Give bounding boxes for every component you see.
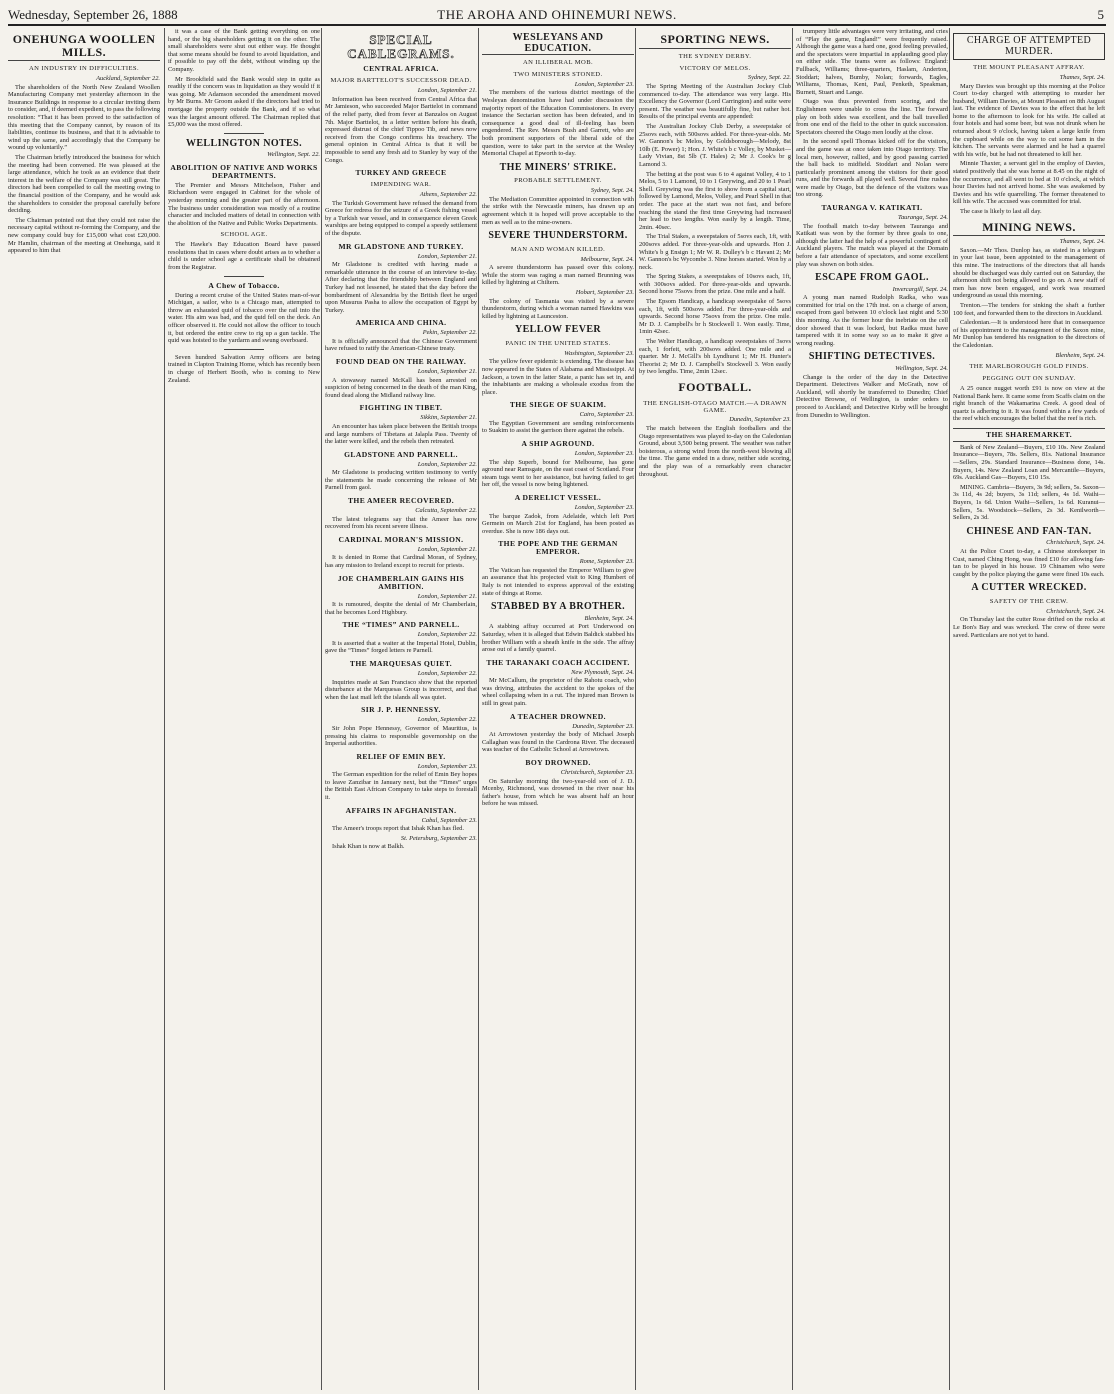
section-heading: FIGHTING IN TIBET. bbox=[359, 403, 443, 413]
headline: WELLINGTON NOTES. bbox=[185, 137, 303, 149]
headline: A Chew of Tobacco. bbox=[208, 280, 280, 290]
headline: FOOTBALL. bbox=[678, 380, 752, 394]
article-paragraph: On Thursday last the cutter Rose drifted on the rocks at Le Bon's Bay and was wrecked. The crew of three were saved. Particulars are not yet to hand. bbox=[953, 616, 1105, 639]
section-heading: GLADSTONE AND PARNELL. bbox=[344, 449, 458, 459]
article-paragraph: The football match to-day between Tauranga and Katikati was won by the former by three goals to one, although the latter had the help of a powerful contingent of Auckland players. The match was played at the Domain before a fair attendance of spectators, and some excellent play was shown on both sides. bbox=[796, 222, 948, 268]
dateline: Washington, September 23. bbox=[564, 349, 634, 357]
article-paragraph: The Welter Handicap, a handicap sweepstakes of 3sovs each, 1 forfeit, with 200sovs added. One mile and a quarter. Mr J. McGill's bh Lyndhurst 1; Mr H. Hunter's Theorist 2; Mr D. J. Campbell's Stockwell 3. Won easily by two lengths. Time, 2min 12sec. bbox=[639, 338, 791, 376]
article-paragraph: The yellow fever epidemic is extending. The disease has now appeared in the States of Alabama and Mississippi. At Jackson, a town in the latter State, a panic has set in, and the inhabitants are making a wholesale exodus from the place. bbox=[482, 358, 634, 396]
article-paragraph: An encounter has taken place between the British troops and large numbers of Tibetans at Jalapla Pass. Twenty of the latter were killed, and the rebels then retreated. bbox=[325, 422, 477, 446]
headline: THE MINERS' STRIKE. bbox=[499, 161, 617, 173]
subheadline: SAFETY OF THE CREW. bbox=[989, 597, 1069, 605]
section-heading: A TEACHER DROWNED. bbox=[510, 711, 606, 721]
headline: ONEHUNGA WOOLLEN MILLS. bbox=[8, 33, 160, 61]
subheadline: THE MOUNT PLEASANT AFFRAY. bbox=[973, 64, 1085, 71]
dateline: Auckland, September 22. bbox=[96, 75, 160, 83]
dateline: Christchurch, Sept. 24. bbox=[1046, 539, 1105, 547]
section-heading: MR GLADSTONE AND TURKEY. bbox=[338, 241, 464, 251]
masthead-date: Wednesday, September 26, 1888 bbox=[8, 7, 178, 22]
article-paragraph: Information has been received from Central Africa that Mr Jamieson, who succeeded Major Barttelot in command of the relief party, died from fever at Banzalos on August 7th. Major Barttelot, in a letter written before his death, expressed distrust of the chief Tippoo Tib, and news now received from the Congo confirms his treachery. The general opinion in Central Africa is that it will be impossible to send any fresh aid to Stanley by way of the Congo. bbox=[325, 95, 477, 164]
article-paragraph: The betting at the post was 6 to 4 against Volley, 4 to 1 Melos, 5 to 1 Lamond, 10 to 1 Greywing, and 20 to 1 Pearl Shell. Greywing was the first to show from a capital start, followed by Lamond, Melos, Volley, and Pearl Shell in that order. The pace at the start was not fast, and before reaching the stand the first time Greywing had increased her lead to two lengths. Won easily by a length. Time, 2min. 40sec. bbox=[639, 170, 791, 231]
dateline: Rome, September 23. bbox=[579, 558, 634, 566]
section-heading: THE SHAREMARKET. bbox=[953, 428, 1105, 442]
subheadline: AN ILLIBERAL MOB. bbox=[522, 59, 594, 66]
dateline: Tauranga, Sept. 24. bbox=[897, 214, 948, 222]
subheadline: AN INDUSTRY IN DIFFICULTIES. bbox=[29, 65, 139, 73]
dateline: Hobart, September 23. bbox=[575, 288, 634, 296]
article-paragraph: The Ameer's troops report that Ishak Khan has fled. bbox=[332, 825, 464, 833]
subheadline: SCHOOL AGE. bbox=[220, 231, 268, 239]
article-paragraph: The Egyptian Government are sending reinforcements to Suakim to assist the garrison there against the rebels. bbox=[482, 419, 634, 435]
headline: SHIFTING DETECTIVES. bbox=[808, 351, 936, 363]
article-paragraph: The Vatican has requested the Emperor William to give an assurance that his projected visit to King Humbert of Italy is not intended to express approval of the existing state of things at Rome. bbox=[482, 566, 634, 597]
dateline: St. Petersburg, September 23. bbox=[400, 834, 477, 842]
subheadline: TWO MINISTERS STONED. bbox=[513, 70, 603, 78]
page-number: 5 bbox=[1097, 7, 1104, 22]
article-paragraph: The Turkish Government have refused the demand from Greece for redress for the seizure of a Greek fishing vessel by a Turkish war vessel, and in consequence eleven Greek warships are being equipped to compel a speedy settlement of the dispute. bbox=[325, 199, 477, 237]
article-paragraph: Inquiries made at San Francisco show that the reported disturbance at the Marquesas Group is incorrect, and that when the last mail left the islands all was quiet. bbox=[325, 678, 477, 701]
dateline: Wellington, Sept. 22. bbox=[267, 151, 320, 159]
article-paragraph: Saxon.—Mr Thos. Dunlop has, as stated in a telegram in your last issue, been appointed to the management of this mine. The instructions of the directors that all hands should be discharged was duly carried out on Saturday, the afternoon shift not being allowed to go on. A new staff of men has now been engaged, and work was resumed underground as usual this morning. bbox=[953, 246, 1105, 300]
article-paragraph: trumpery little advantages were very irritating, and cries of “Play the game, England!” were frequently raised. Although the game was a hard one, good feeling prevailed, and the spectators were impartial in applauding good play on either side. The teams were as follows: England: Fullback, Williams; three-quarters, Haslam, Anderton, Stoddart; halves, Bumby, Nolan; forwards, Eagles, Williams, Thomas, Kent, Paul, Penketh, Speakman, Burnett, Stuart and Lange. bbox=[796, 28, 948, 96]
dateline: New Plymouth, Sept. 24. bbox=[571, 668, 634, 676]
divider bbox=[224, 133, 264, 134]
dateline: London, September 21. bbox=[417, 545, 477, 553]
headline: ESCAPE FROM GAOL. bbox=[815, 272, 929, 284]
headline: STABBED BY A BROTHER. bbox=[491, 601, 625, 613]
article-paragraph: Seven hundred Salvation Army officers are being trained in Clapton Training Home, which has recently been in charge of Herbert Booth, who is coming to New Zealand. bbox=[168, 353, 320, 384]
dateline: Blenheim, Sept. 24. bbox=[584, 614, 634, 622]
subheadline: ABOLITION OF NATIVE AND WORKS DEPARTMENTS. bbox=[170, 162, 318, 180]
dateline: London, September 22. bbox=[417, 460, 477, 468]
article-paragraph: The Hawke's Bay Education Board have passed resolutions that in cases where doubt arises as to whether a child is under school age a certificate shall be obtained from the Registrar. bbox=[168, 241, 320, 272]
article-paragraph: The Australian Jockey Club Derby, a sweepstake of 25sovs each, with 500sovs added. For three-year-olds. Mr W. Gannon's bc Melos, by Goldsborough—Melody, 8st 10lb (E. Power) 1; Hon. J. White's b c Volley, by Musket—Lady Vivian, 8st 5lb (T. Hales) 2; Mr J. Cook's br g Lamond 3. bbox=[639, 123, 791, 168]
section-heading: THE TARANAKI COACH ACCIDENT. bbox=[486, 657, 630, 667]
article-paragraph: The Epsom Handicap, a handicap sweepstake of 5sovs each, 1ft, with 500sovs added. For three-year-olds and upwards. Second horse 75sovs from the prize. One mile. Mr D. J. Campbell's br h Stockwell 1. Won easily. Time, 1min 42sec. bbox=[639, 298, 791, 336]
column-rule bbox=[321, 28, 322, 1390]
dateline: London, September 23. bbox=[574, 80, 634, 88]
dateline: London, September 22. bbox=[417, 631, 477, 639]
headline: SPECIAL CABLEGRAMS. bbox=[347, 32, 455, 61]
dateline: Thames, Sept. 24. bbox=[1059, 73, 1105, 81]
headline: YELLOW FEVER bbox=[514, 324, 602, 336]
article-paragraph: Change is the order of the day in the Detective Department. Detectives Walker and McGrath, now of Auckland, will shortly be transferred to Dunedin; Chief Detective Browne, of Wellington, is under orders to proceed to Auckland; and Detective Kirby will be brought from Dunedin to Wellington. bbox=[796, 373, 948, 419]
dateline: London, September 23. bbox=[574, 503, 634, 511]
subheadline: THE SYDNEY DERBY. bbox=[678, 52, 752, 60]
section-heading: TAURANGA V. KATIKATI. bbox=[821, 203, 923, 213]
dateline: Christchurch, Sept. 24. bbox=[1046, 607, 1105, 615]
share-list: MINING. Cambria—Buyers, 3s 9d; sellers, 5s. Saxon—3s 11d, 4s 2d; buyers, 3s 11d; sellers, 4s 1d. Waihi—Buyers, 1s 6d. Union Waihi—Sellers, 1s 6d. Kuranui—Sellers, 5s. Woodstock—Sellers, 2s 3d. Kenilworth—Sellers, 2s 3d. bbox=[953, 483, 1105, 522]
headline: CHINESE AND FAN-TAN. bbox=[966, 525, 1092, 537]
section-heading: FOUND DEAD ON THE RAILWAY. bbox=[335, 357, 467, 367]
subheadline: MAJOR BARTTELOT'S SUCCESSOR DEAD. bbox=[330, 77, 472, 85]
section-heading: CENTRAL AFRICA. bbox=[363, 64, 439, 74]
column-6 bbox=[796, 28, 948, 1390]
dateline: Athens, September 22. bbox=[419, 191, 477, 198]
subheadline: MAN AND WOMAN KILLED. bbox=[510, 245, 606, 253]
masthead bbox=[8, 6, 1106, 26]
dateline: Pekin, September 22. bbox=[422, 329, 477, 337]
dateline: Calcutta, September 22. bbox=[415, 507, 477, 515]
article-paragraph: The members of the various district meetings of the Wesleyan denomination have had under discussion the majority report of the Education Commissioners. In every instance the Sectarian section has been defeated, and in consequence a good deal of ill-feeling has been engendered. The Rev. Messrs Bush and Garrett, who are both prominent supporters of the liberal side of the question, were to take part in the service at the Wesley Memorial Chapel at Epworth to-day. bbox=[482, 89, 634, 158]
section-heading: AMERICA AND CHINA. bbox=[355, 318, 447, 328]
dateline: Sikkim, September 21. bbox=[420, 414, 477, 422]
divider bbox=[224, 349, 264, 350]
headline: CHARGE OF ATTEMPTED MURDER. bbox=[953, 33, 1105, 60]
article-paragraph: Mr Gladstone is producing written testimony to verify the statements he made concerning the release of Mr Parnell from gaol. bbox=[325, 469, 477, 492]
dateline: London, September 23. bbox=[417, 762, 477, 770]
article-paragraph: The Mediation Committee appointed in connection with the strike with the Newcastle miners, has drawn up an agreement which it is hoped will prove acceptable to the men as well as to the mine-owners. bbox=[482, 195, 634, 226]
dateline: Christchurch, September 23. bbox=[560, 768, 634, 776]
dateline: Invercargill, Sept. 24. bbox=[892, 285, 948, 293]
dateline: London, September 22. bbox=[417, 670, 477, 677]
article-paragraph: The colony of Tasmania was visited by a severe thunderstorm, during which a woman named Hawkins was killed by lightning at Launceston. bbox=[482, 297, 634, 320]
article-paragraph: It is rumoured, despite the denial of Mr Chamberlain, that he becomes Lord Highbury. bbox=[325, 601, 477, 616]
subheadline: THE MARLBOROUGH GOLD FINDS. bbox=[969, 363, 1089, 371]
article-paragraph: Mr McCallum, the proprietor of the Rahotu coach, who was driving, attributes the accident to the spokes of the wheel collapsing when in a rut. The injured man Brown is still in great pain. bbox=[482, 677, 634, 708]
dateline: Thames, Sept. 24. bbox=[1059, 238, 1105, 246]
article-paragraph: Mr Brookfield said the Bank would step in quite as readily if the concern was in liquidation as they would if it was going. Mr Adamson seconded the amendment moved by Mr Burns. Mr Groom asked if the directors had tried to mortgage the property outside the Bank, and if so what was the largest amount offered. The Chairman replied that £5,000 was the most offered. bbox=[168, 75, 320, 129]
dateline: Blenheim, Sept. 24. bbox=[1055, 351, 1105, 359]
article-paragraph: Trenton.—The tenders for sinking the shaft a further 100 feet, and forwarded them to the directors in Auckland. bbox=[953, 301, 1105, 317]
column-rule bbox=[478, 28, 479, 1390]
share-list: Bank of New Zealand—Buyers, £10 10s. New Zealand Insurance—Buyers, 78s. Sellers, 81s. National Insurance—Sellers, 29s. Standard Insurance—Business done, 14s. Buyers, 14s. New Zealand Loan and Mercantile—Buyers, 69s. Auckland Gas—Buyers, £10 15s. bbox=[953, 443, 1105, 482]
headline: WESLEYANS AND EDUCATION. bbox=[482, 33, 634, 55]
subheadline: PEGGING OUT ON SUNDAY. bbox=[982, 375, 1076, 383]
section-heading: AFFAIRS IN AFGHANISTAN. bbox=[345, 805, 457, 815]
column-7 bbox=[953, 28, 1105, 1390]
column-5 bbox=[639, 28, 791, 1390]
section-heading: THE “TIMES” AND PARNELL. bbox=[342, 620, 460, 630]
article-paragraph: In the second spell Thomas kicked off for the visitors, and the game was at once taken into Otago territory. The local men, however, rallied, and by good passing carried the ball back to midfield. Stoddart and Nolan were particularly prominent among the visitors for their good runs, and the forwards all played well. Several fine rushes were made by Otago, but the defence of the visitors was too strong. bbox=[796, 138, 948, 199]
article-paragraph: A young man named Rudolph Radka, who was committed for trial on the 17th inst. on a charge of arson, escaped from gaol between 10 o'clock last night and 5:30 this morning. As the former hour the inebriate on the cell door showed that it was locked, but Radka must have tampered with it in some way so as to make it give a wrong reading. bbox=[796, 294, 948, 347]
article-paragraph: Sir John Pope Hennessy, Governor of Mauritius, is pressing his claims to responsible governorship on the Imperial authorities. bbox=[325, 724, 477, 748]
article-paragraph: Mary Davies was brought up this morning at the Police Court to-day charged with attempting to murder her husband, William Davies, at Mount Pleasant on 8th August last. The evidence of Davies was to the effect that he left home to the afternoon to look for his wife. He called at four hotels and had some beer, but was not drunk when he returned about 9 o'clock, having taken a large knife from the cupboard while on the way to cut some ham in the kitchen. The servants were alarmed and he had a quarrel with his wife, but he had not threatened to kill her. bbox=[953, 82, 1105, 158]
dateline: London, September 21. bbox=[417, 592, 477, 600]
article-paragraph: The shareholders of the North New Zealand Woollen Manufacturing Company met yesterday afternoon in the Insurance Buildings in response to a circular inviting them to consider, and, if deemed expedient, to pass the following resolution: “That it has been proved to the satisfaction of this meeting that the Company cannot, by reason of its liabilities, continue its business, and that it is advisable to wind up the same, and accordingly that the Company be wound up voluntarily.” bbox=[8, 83, 160, 152]
dateline: Cairo, September 23. bbox=[579, 411, 634, 419]
column-rule bbox=[792, 28, 793, 1390]
article-paragraph: Mr Gladstone is credited with having made a remarkable utterance in the course of an interview to-day. After declaring that the friendship between England and Turkey had not lessened, he stated that the day before the bombardment of Alexandria by the British fleet he urged upon Musurus Pasha to allow the occupation of Egypt by Turkey. bbox=[325, 261, 477, 314]
column-rule bbox=[949, 28, 950, 1390]
section-heading: SIR J. P. HENNESSY. bbox=[361, 705, 441, 715]
section-heading: A DERELICT VESSEL. bbox=[514, 493, 602, 503]
subheadline: VICTORY OF MELOS. bbox=[679, 64, 751, 72]
article-paragraph: The Spring Stakes, a sweepstakes of 10sovs each, 1ft, with 300sovs added. For three-year-olds and upwards. Second horse 75sovs from the prize. One mile and a half. bbox=[639, 273, 791, 296]
article-paragraph: It is asserted that a waiter at the Imperial Hotel, Dublin, gave the “Times” forged letters re Parnell. bbox=[325, 639, 477, 655]
article-paragraph: A 25 ounce nugget worth £91 is now on view at the National Bank here. It came some from Scaffs claim on the right branch of the Wakamarina Creek. A good deal of quartz is adhering to it. It was found within a few yards of the reef which encourages the belief that the reef is rich. bbox=[953, 384, 1105, 423]
headline: SEVERE THUNDERSTORM. bbox=[488, 230, 628, 242]
section-heading: CARDINAL MORAN'S MISSION. bbox=[338, 534, 464, 544]
article-paragraph: It is officially announced that the Chinese Government have refused to ratify the American-Chinese treaty. bbox=[325, 337, 477, 353]
section-heading: THE SIEGE OF SUAKIM. bbox=[509, 400, 607, 410]
subheadline: THE ENGLISH-OTAGO MATCH.—A DRAWN GAME. bbox=[643, 399, 787, 414]
article-paragraph: The Chairman pointed out that they could not raise the necessary capital without re-forming the Company, and the new company could buy for £15,000 what cost £20,000. Mr Hamlin, chairman of the meeting at Onehunga, said it appeared to him that bbox=[8, 216, 160, 255]
article-paragraph: The Premier and Messrs Mitchelson, Fisher and Richardson were engaged in Cabinet for the whole of yesterday morning and the greater part of the afternoon. The business under consideration was mostly of a routine character and included matters of detail in connection with the abolition of the Native and Public Works Departments. bbox=[168, 181, 320, 227]
section-heading: THE AMEER RECOVERED. bbox=[347, 496, 455, 506]
article-paragraph: A severe thunderstorm has passed over this colony. While the storm was raging a man named Brunning was killed by lightning at Chiltern. bbox=[482, 264, 634, 287]
column-4 bbox=[482, 28, 634, 1390]
dateline: Dunedin, September 23. bbox=[572, 722, 634, 730]
article-paragraph: The Spring Meeting of the Australian Jockey Club commenced to-day. The attendance was very large. His Excellency the Governor (Lord Carrington) and suite were present. The weather was beautifully fine, but rather hot. Results of the principal events are appended: bbox=[639, 83, 791, 121]
article-paragraph: it was a case of the Bank getting everything on one hand, or the big shareholders getting it on the other. The small shareholders were shut out either way. He thought that some means should be found to avoid liquidation, and if possible to pay off the debt, without winding up the Company. bbox=[168, 28, 320, 73]
dateline: Sydney, Sept. 22. bbox=[747, 74, 791, 82]
article-paragraph: Caledonian.—It is understood here that in consequence of his appointment to the management of the Saxon mine, Mr Dunlop has tendered his resignation to the directors of the Caledonian. bbox=[953, 319, 1105, 349]
dateline: Melbourne, Sept. 24. bbox=[580, 255, 634, 263]
section-heading: BOY DROWNED. bbox=[525, 758, 591, 768]
article-paragraph: Ishak Khan is now at Balkh. bbox=[332, 843, 405, 851]
article-paragraph: During a recent cruise of the United States man-of-war Michigan, a sailor, who is a Chicago man, attempted to throw an exhausted quid of tobacco over the rail into the water. His aim was bad, and the quid fell on the deck. An officer observed it. He could not allow the officer to touch it, but ordered the entire crew to rig up a gun tackle. The quid was hoisted to the yardarm and swung overboard. bbox=[168, 291, 320, 345]
article-paragraph: The German expedition for the relief of Emin Bey hopes to leave Zanzibar in January next, but the “Times” urges the British East African Company to take steps to forestall it. bbox=[325, 771, 477, 802]
article-paragraph: Minnie Thaxter, a servant girl in the employ of Davies, stated positively that she was home at 8.45 on the night of the occurrence, and all went to bed at 10 o'clock, at which hour Davies had not arrived home. She was awakened by Davies and his wife quarrelling. The former threatened to kill his wife. The accused was committed for trial. bbox=[953, 160, 1105, 206]
article-paragraph: The case is likely to last all day. bbox=[960, 208, 1042, 216]
masthead-title: THE AROHA AND OHINEMURI NEWS. bbox=[437, 7, 677, 22]
headline: SPORTING NEWS. bbox=[639, 33, 791, 49]
column-1 bbox=[8, 28, 160, 1390]
dateline: Cabul, September 23. bbox=[421, 816, 477, 824]
dateline: London, September 22. bbox=[417, 716, 477, 724]
article-paragraph: A stowaway named McKall has been arrested on suspicion of being concerned in the death of the man King, found dead along the Midland railway line. bbox=[325, 376, 477, 399]
subheadline: PROBABLE SETTLEMENT. bbox=[514, 177, 602, 185]
article-paragraph: On Saturday morning the two-year-old son of J. D. Mcenby, Richmond, was drowned in the river near his father's house, from which he was absent half an hour before he was missed. bbox=[482, 777, 634, 808]
section-heading: A SHIP AGROUND. bbox=[521, 439, 595, 449]
column-2 bbox=[168, 28, 320, 1390]
article-paragraph: The match between the English footballers and the Otago representatives was played to-day on the Caledonian Ground, about 3,500 being present. The weather was rather boisterous, a strong wind from the north-west blowing all the time. The game ended in a draw, neither side scoring, and the play was of a remarkably even character throughout. bbox=[639, 425, 791, 478]
article-paragraph: The latest telegrams say that the Ameer has now recovered from his recent severe illness. bbox=[325, 515, 477, 531]
article-paragraph: The barque Zadok, from Adelaide, which left Port Germein on March 21st for England, has been posted as overdue. She is now 186 days out. bbox=[482, 512, 634, 535]
article-paragraph: At the Police Court to-day, a Chinese storekeeper in Cust, named Ching Hong, was fined £10 for allowing fan-tan to be played in his house. 19 Chinamen who were caught by the police playing the game were fined 10s each. bbox=[953, 547, 1105, 578]
article-paragraph: Otago was thus prevented from scoring, and the Englishmen were unable to cross the line. The forward play on both sides was excellent, and the ball travelled from one end of the field to the other in quick succession. Spectators cheered the Otago men loudly at the close. bbox=[796, 98, 948, 136]
dateline: Dunedin, September 23. bbox=[729, 416, 791, 424]
dateline: Sydney, Sept. 24. bbox=[590, 187, 634, 195]
dateline: London, September 21. bbox=[417, 87, 477, 95]
column-rule bbox=[164, 28, 165, 1390]
subheadline: IMPENDING WAR. bbox=[370, 181, 432, 189]
dateline: London, September 21. bbox=[417, 252, 477, 260]
section-heading: THE MARQUESAS QUIET. bbox=[349, 659, 453, 669]
headline: MINING NEWS. bbox=[953, 221, 1105, 237]
section-heading: TURKEY AND GREECE bbox=[355, 168, 447, 178]
article-paragraph: The Trial Stakes, a sweepstakes of 5sovs each, 1ft, with 200sovs added. For three-year-olds and upwards. Hon J. White's b g Ensign 1; Mr W. R. Dulley's b c Havant 2; Mr W. Gannon's bc Wycombe 3. Nine horses started. Won by a neck. bbox=[639, 233, 791, 271]
article-paragraph: The Chairman briefly introduced the business for which the meeting had been convened. He was pleased at the large attendance, which he took as an evidence that their interest in the welfare of the Company was still great. The directors had been compelled to call the meeting owing to the financial position of the Company, and he would ask the shareholders to consider the proposal carefully before deciding. bbox=[8, 154, 160, 215]
section-heading: RELIEF OF EMIN BEY. bbox=[356, 751, 446, 761]
dateline: London, September 21. bbox=[417, 368, 477, 375]
dateline: Wellington, Sept. 24. bbox=[895, 364, 948, 372]
article-paragraph: The ship Superb, bound for Melbourne, has gone aground near Ramsgate, on the east coast of Scotland. Four steam tugs went to her assistance, but having failed to get her off, the vessel is now being lightened. bbox=[482, 458, 634, 489]
section-heading: JOE CHAMBERLAIN GAINS HIS AMBITION. bbox=[337, 573, 465, 591]
article-paragraph: A stabbing affray occurred at Port Underwood on Saturday, when it is alleged that Edwin Baldick stabbed his brother William with a sheath knife in the side. The affray arose out of a family quarrel. bbox=[482, 623, 634, 654]
section-heading: THE POPE AND THE GERMAN EMPEROR. bbox=[498, 539, 618, 557]
article-paragraph: At Arrowtown yesterday the body of Michael Joseph Callaghan was found in the Cardrona River. The deceased was teacher of the Catholic School at Arrowtown. bbox=[482, 731, 634, 754]
divider bbox=[224, 276, 264, 277]
column-rule bbox=[635, 28, 636, 1390]
headline: A CUTTER WRECKED. bbox=[971, 582, 1087, 594]
article-paragraph: It is denied in Rome that Cardinal Moran, of Sydney, has any mission to Ireland except to recruit for priests. bbox=[325, 554, 477, 569]
dateline: London, September 23. bbox=[574, 450, 634, 458]
subheadline: PANIC IN THE UNITED STATES. bbox=[505, 339, 611, 347]
column-3 bbox=[325, 28, 477, 1390]
columns bbox=[8, 28, 1106, 1390]
